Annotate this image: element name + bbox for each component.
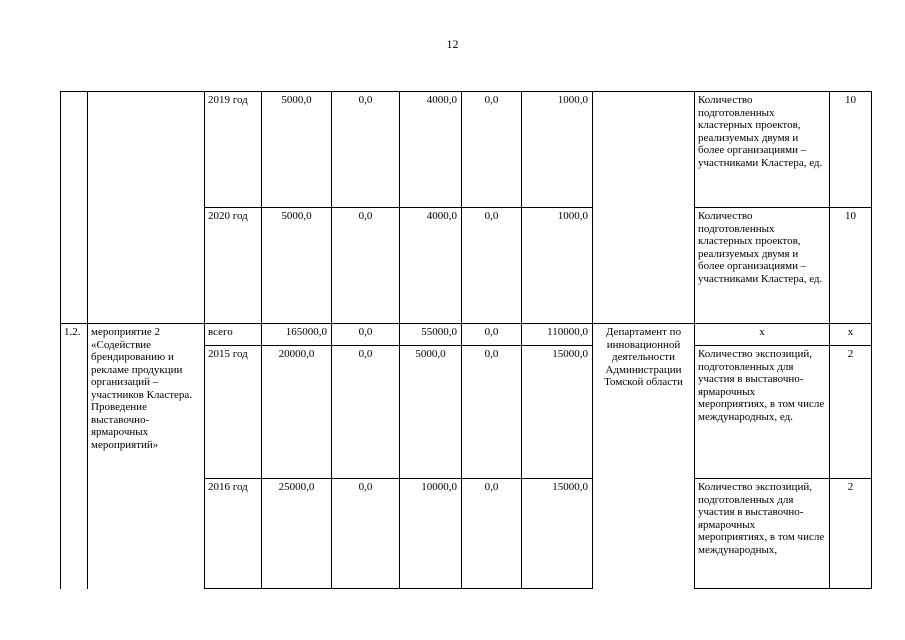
federal-cell: 0,0 (332, 346, 400, 479)
item-number: 1.2. (61, 324, 88, 589)
value-cell: 10 (830, 92, 872, 208)
executor-cell (593, 92, 695, 324)
name-cell (88, 92, 205, 324)
year-cell: 2016 год (205, 479, 262, 589)
total-cell: 25000,0 (262, 479, 332, 589)
local-cell: 0,0 (462, 92, 522, 208)
other-cell: 110000,0 (522, 324, 593, 346)
federal-cell: 0,0 (332, 324, 400, 346)
other-cell: 1000,0 (522, 92, 593, 208)
federal-cell: 0,0 (332, 92, 400, 208)
table-row (61, 324, 872, 346)
total-cell: 5000,0 (262, 208, 332, 324)
value-cell: х (830, 324, 872, 346)
regional-cell: 10000,0 (400, 479, 462, 589)
table-row (61, 92, 872, 208)
indicator-cell: Количество подготовленных кластерных проектов, реализуемых двумя и более организациями – участниками Кластера, ед. (695, 92, 830, 208)
value-cell: 2 (830, 479, 872, 589)
indicator-cell: Количество экспозиций, подготовленных для участия в выставочно-ярмарочных мероприятиях, в том числе международных, ед. (695, 346, 830, 479)
year-cell: 2019 год (205, 92, 262, 208)
local-cell: 0,0 (462, 479, 522, 589)
regional-cell: 4000,0 (400, 92, 462, 208)
local-cell: 0,0 (462, 324, 522, 346)
year-cell: всего (205, 324, 262, 346)
program-table (60, 91, 872, 589)
regional-cell: 55000,0 (400, 324, 462, 346)
value-cell: 2 (830, 346, 872, 479)
number-cell (61, 92, 88, 324)
regional-cell: 5000,0 (400, 346, 462, 479)
value-cell: 10 (830, 208, 872, 324)
local-cell: 0,0 (462, 346, 522, 479)
executor-cell: Департамент по инновационной деятельности Администрации Томской области (593, 324, 695, 589)
total-cell: 5000,0 (262, 92, 332, 208)
total-cell: 20000,0 (262, 346, 332, 479)
local-cell: 0,0 (462, 208, 522, 324)
indicator-cell: Количество подготовленных кластерных проектов, реализуемых двумя и более организациями – участниками Кластера, ед. (695, 208, 830, 324)
indicator-cell: х (695, 324, 830, 346)
other-cell: 15000,0 (522, 346, 593, 479)
regional-cell: 4000,0 (400, 208, 462, 324)
federal-cell: 0,0 (332, 208, 400, 324)
other-cell: 1000,0 (522, 208, 593, 324)
indicator-cell: Количество экспозиций, подготовленных для участия в выставочно-ярмарочных мероприятиях, в том числе международных, (695, 479, 830, 589)
year-cell: 2020 год (205, 208, 262, 324)
federal-cell: 0,0 (332, 479, 400, 589)
page-number: 12 (446, 37, 459, 51)
year-cell: 2015 год (205, 346, 262, 479)
item-name: мероприятие 2 «Содействие брендированию и рекламе продукции организаций – участников Кластера. Проведение выставочно-ярмарочных мероприятий» (88, 324, 205, 589)
other-cell: 15000,0 (522, 479, 593, 589)
total-cell: 165000,0 (262, 324, 332, 346)
